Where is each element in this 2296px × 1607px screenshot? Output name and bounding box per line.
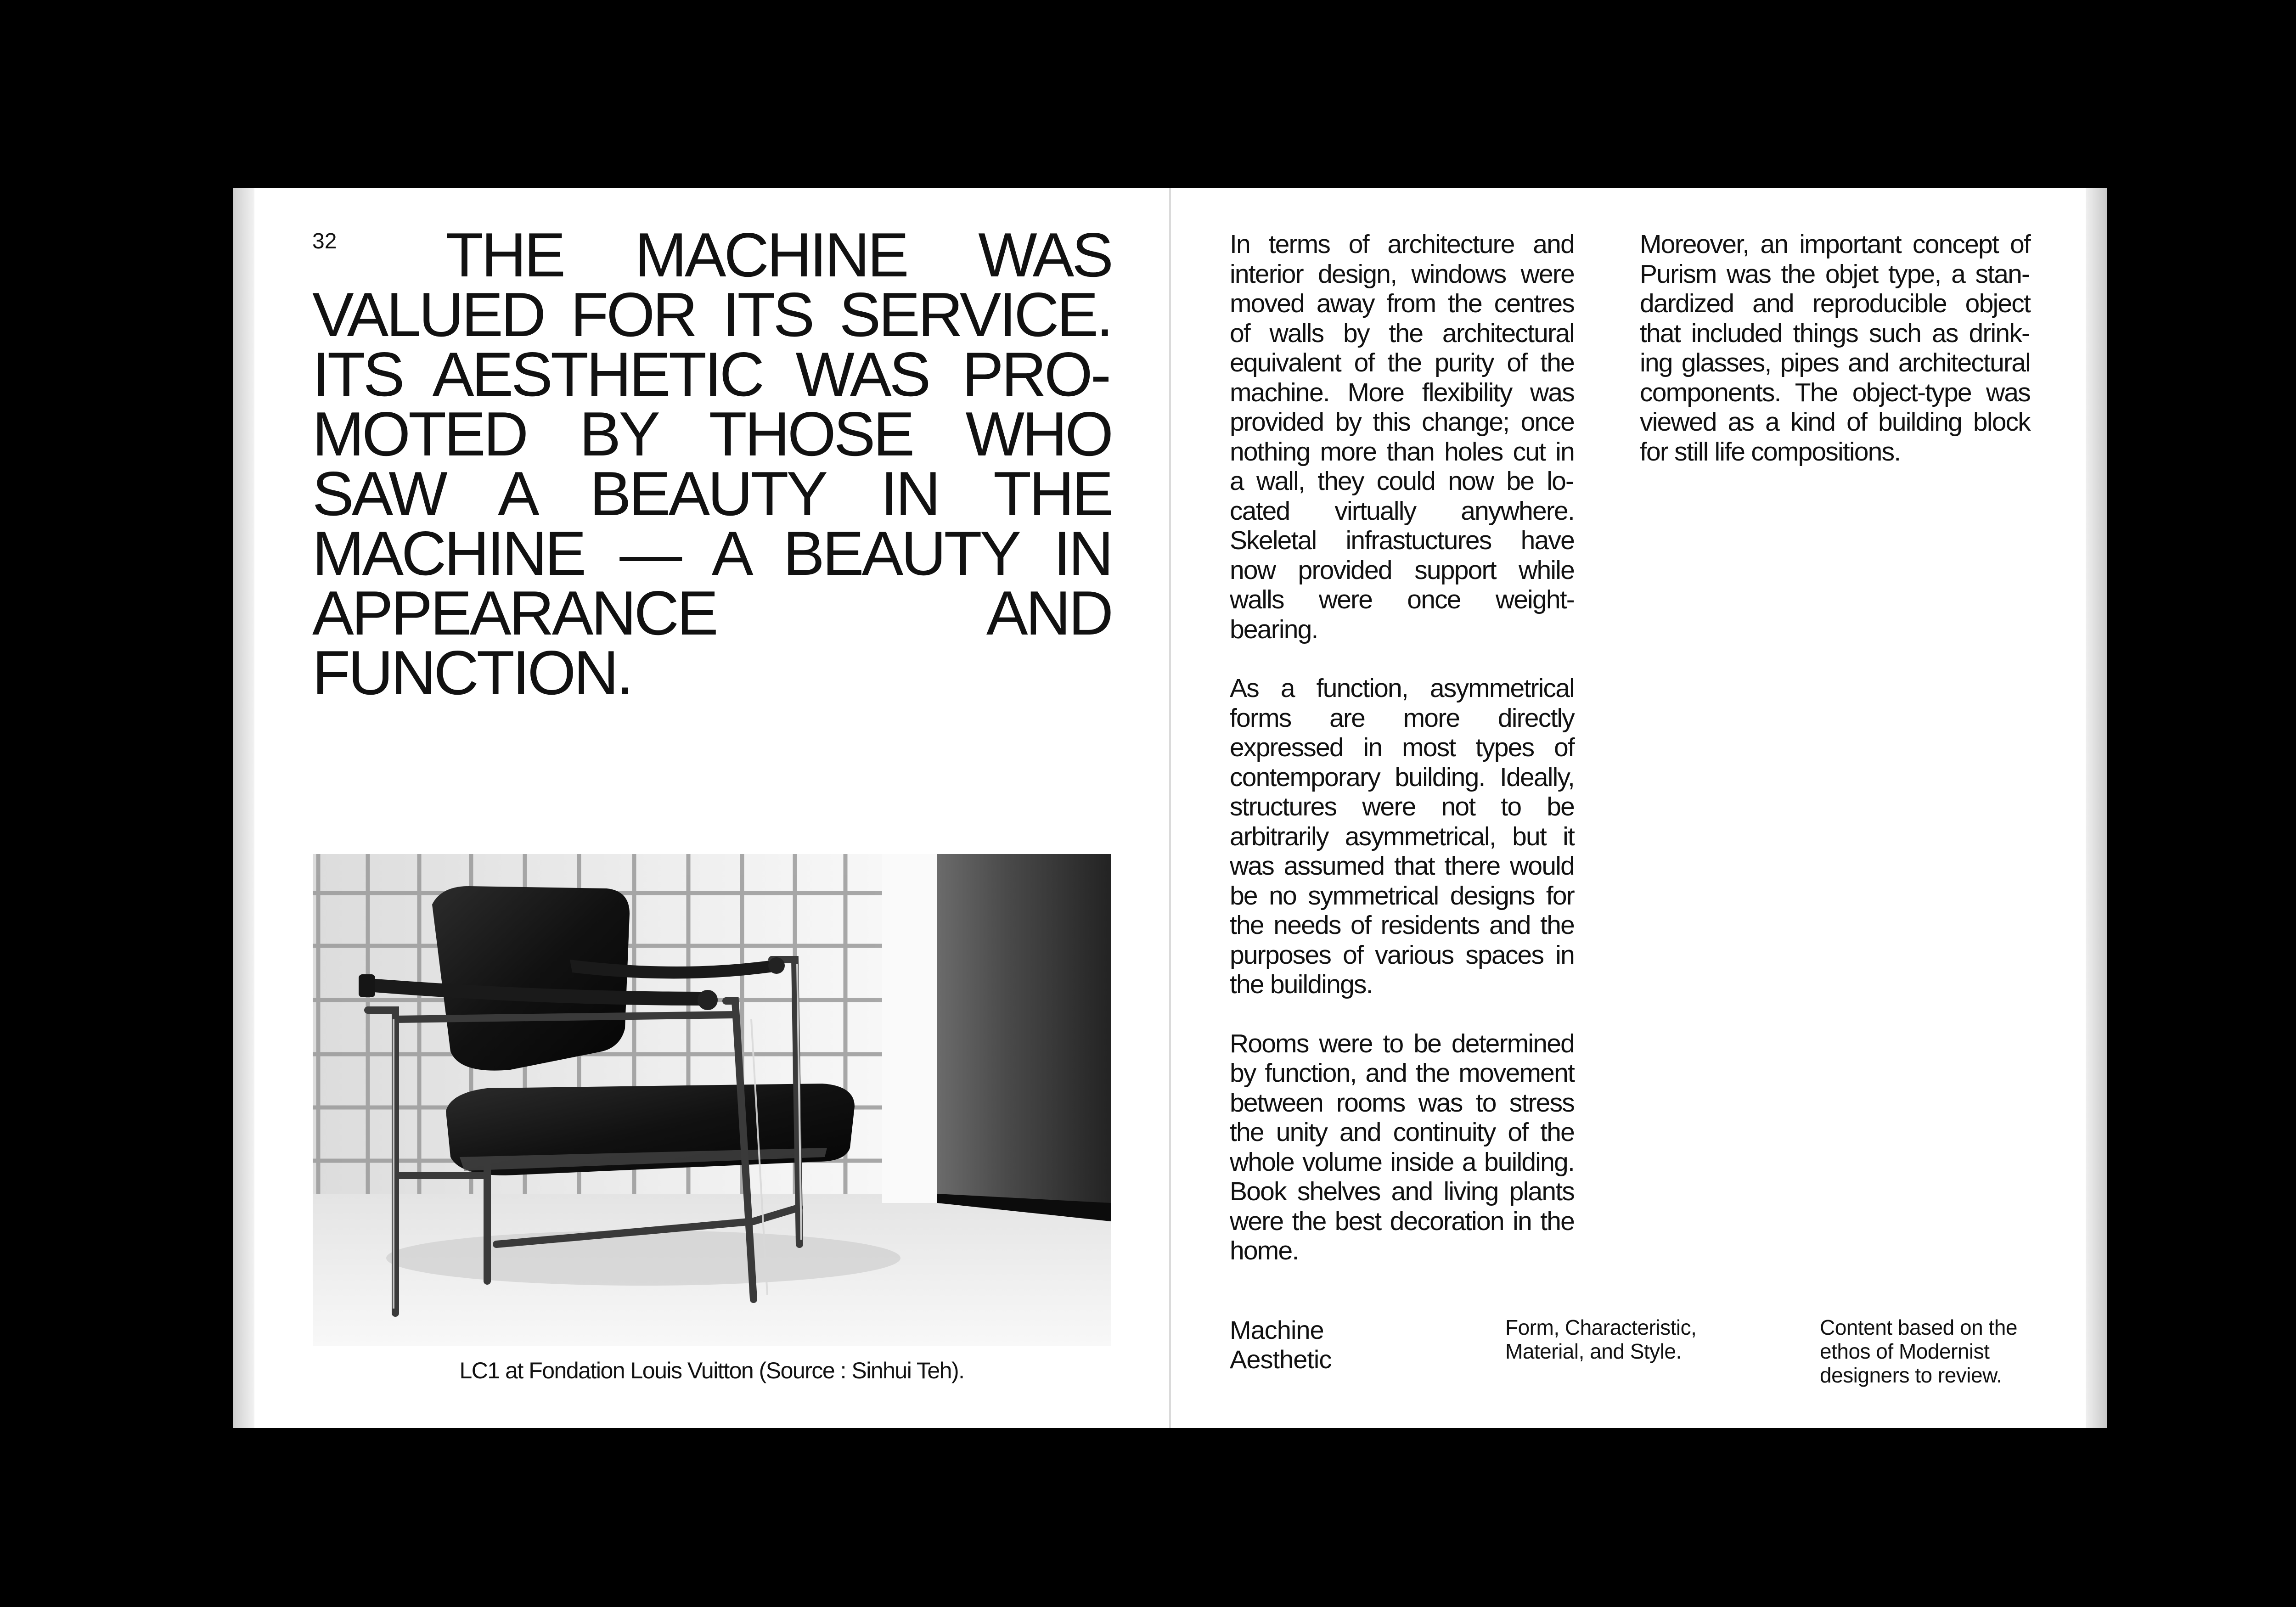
page-edge-left: [233, 188, 254, 1428]
footer-section-title: Machine Aesthetic: [1230, 1315, 1332, 1374]
paragraph-purism: Moreover, an important concept of Purism was the objet type, a standardized and reproducible object that included things such as drinking glasses, pipes and architectural components. The object-type was viewed as a kind of building block for still life compositions.: [1640, 230, 2030, 466]
paragraph-rooms: Rooms were to be determined by function, and the movement between rooms was to stress the unity and continuity of the whole volume inside a building. Book shelves and living plants were the best decoration in the home.: [1230, 1028, 1574, 1265]
chair-photo-illustration: [313, 854, 1111, 1346]
photo-caption: LC1 at Fondation Louis Vuitton (Source : Sinhui Teh).: [459, 1358, 964, 1383]
body-column-1: [1230, 230, 1574, 1295]
footer-note: Content based on the ethos of Modernist designers to review.: [1820, 1315, 2017, 1387]
chair-photo: [313, 854, 1111, 1346]
page-number: 32: [312, 229, 337, 253]
body-column-2: [1640, 230, 2030, 496]
book-spine: [1169, 188, 1171, 1428]
book-spread: [233, 188, 2107, 1428]
footer-subtitle: Form, Characteristic, Material, and Style.: [1505, 1315, 1697, 1363]
paragraph-windows: In terms of architecture and interior design, windows were moved away from the centres of walls by the architectural equivalent of the purity of the machine. More flexibility was provided by this change; once nothing more than holes cut in a wall, they could now be located virtually anywhere. Skeletal infrastuctures have now provided support while walls were once weight-bearing.: [1230, 230, 1574, 644]
headline: THE MACHINE WAS VALUED FOR ITS SERVICE. ITS AESTHETIC WAS PROMOTED BY THOSE WHO SAW A BEAUTY IN THE MACHINE — A BEAUTY IN APPEARANCE AND FUNCTION.: [312, 220, 1111, 708]
page-edge-right: [2086, 188, 2107, 1428]
paragraph-asymmetry: As a function, asymmetrical forms are more directly expressed in most types of contemporary building. Ideally, structures were not to be arbitrarily asymmetrical, but it was assumed that there would be no symmetrical designs for the needs of residents and the purposes of various spaces in the buildings.: [1230, 674, 1574, 999]
